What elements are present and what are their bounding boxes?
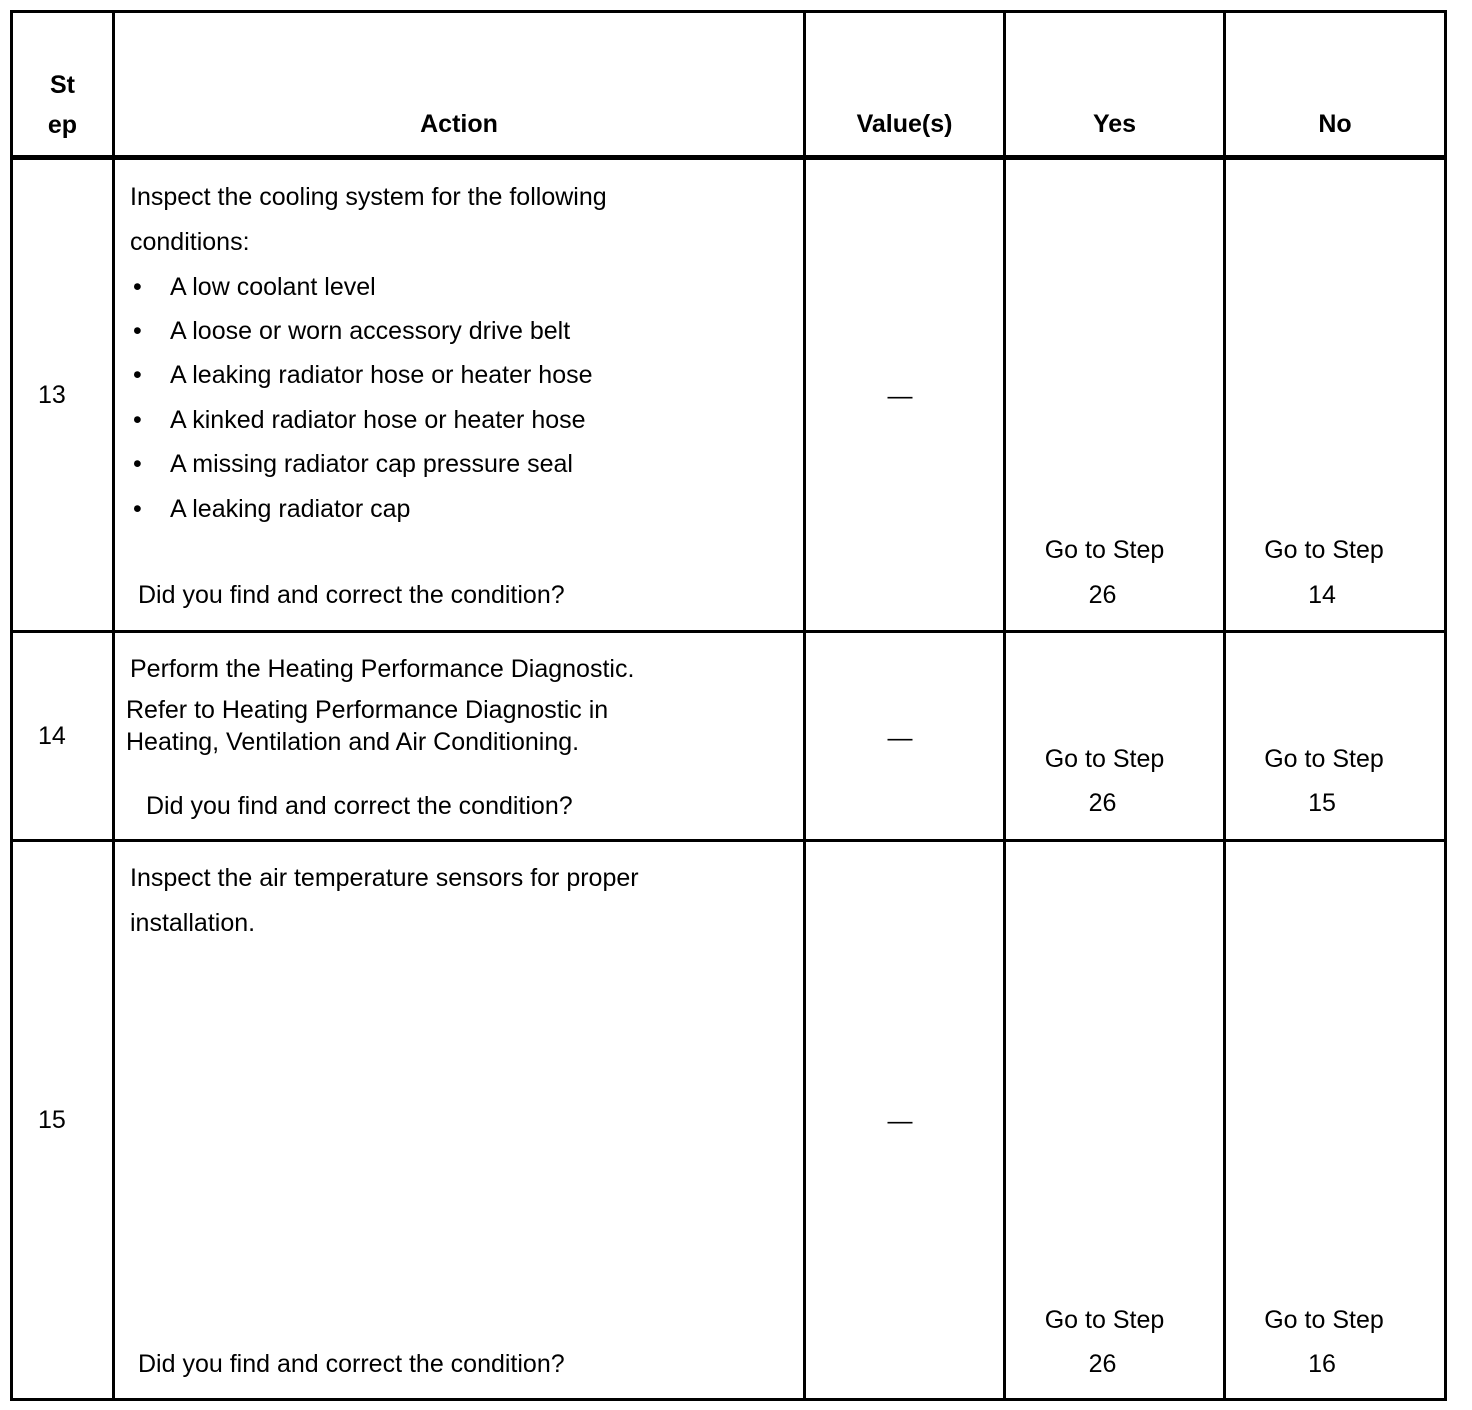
step-number: 15 [38, 1106, 66, 1134]
action-text: conditions: [130, 228, 250, 256]
row-divider-14-15 [10, 839, 1447, 842]
table-border-right [1444, 10, 1447, 1401]
no-goto: Go to Step [1264, 1306, 1384, 1334]
bullet-icon: • [133, 361, 142, 389]
header-step-line1: St [50, 71, 75, 99]
col-divider-step-action [112, 10, 115, 1401]
no-goto-step: 14 [1308, 581, 1336, 609]
table-border-left [10, 10, 13, 1401]
bullet-icon: • [133, 273, 142, 301]
header-step-line2: ep [47, 111, 78, 139]
action-text: Inspect the cooling system for the following [130, 183, 607, 211]
question-text: Did you find and correct the condition? [138, 581, 565, 609]
header-no: No [1318, 110, 1352, 138]
col-divider-action-values [803, 10, 806, 1401]
action-text: Inspect the air temperature sensors for proper [130, 864, 639, 892]
header-yes: Yes [1092, 110, 1137, 138]
yes-goto-step: 26 [1088, 789, 1117, 817]
header-values: Value(s) [856, 110, 953, 138]
yes-goto: Go to Step [1044, 745, 1165, 773]
action-text: Perform the Heating Performance Diagnostic. [130, 655, 635, 683]
header-divider [10, 155, 1447, 160]
bullet-icon: • [133, 450, 142, 478]
list-item: A leaking radiator hose or heater hose [170, 361, 593, 389]
yes-goto-step: 26 [1088, 581, 1117, 609]
header-action: Action [420, 110, 498, 138]
row-divider-13-14 [10, 630, 1447, 633]
action-text: Refer to Heating Performance Diagnostic in [126, 696, 609, 724]
bullet-icon: • [133, 495, 142, 523]
step-number: 13 [38, 381, 66, 409]
no-goto-step: 16 [1308, 1350, 1336, 1378]
list-item: A leaking radiator cap [170, 495, 411, 523]
yes-goto: Go to Step [1044, 1306, 1165, 1334]
col-divider-values-yes [1003, 10, 1006, 1401]
value-cell: — [887, 382, 913, 410]
yes-goto-step: 26 [1088, 1350, 1117, 1378]
table-border-top [10, 10, 1447, 13]
bullet-icon: • [133, 317, 142, 345]
list-item: A loose or worn accessory drive belt [170, 317, 571, 345]
list-item: A missing radiator cap pressure seal [170, 450, 573, 478]
list-item: A kinked radiator hose or heater hose [170, 406, 586, 434]
table-border-bottom [10, 1398, 1447, 1401]
value-cell: — [887, 1107, 913, 1135]
step-number: 14 [38, 722, 66, 750]
value-cell: — [887, 724, 913, 752]
col-divider-yes-no [1223, 10, 1226, 1401]
header-step [13, 65, 112, 145]
bullet-icon: • [133, 406, 142, 434]
yes-goto: Go to Step [1044, 536, 1165, 564]
question-text: Did you find and correct the condition? [146, 792, 573, 820]
list-item: A low coolant level [170, 273, 376, 301]
no-goto: Go to Step [1264, 745, 1384, 773]
action-text: Heating, Ventilation and Air Conditioning. [126, 728, 580, 756]
no-goto: Go to Step [1264, 536, 1384, 564]
action-text: installation. [130, 909, 256, 937]
no-goto-step: 15 [1308, 789, 1336, 817]
question-text: Did you find and correct the condition? [138, 1350, 565, 1378]
